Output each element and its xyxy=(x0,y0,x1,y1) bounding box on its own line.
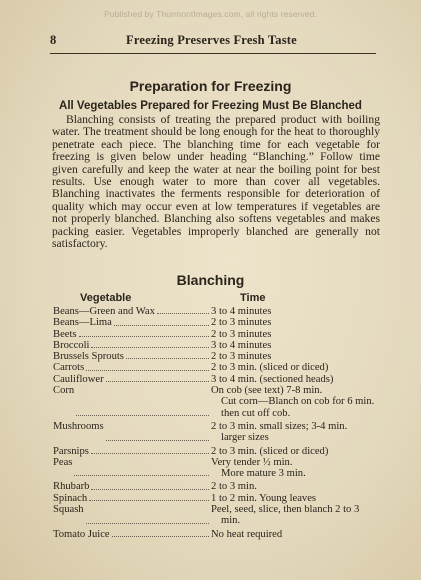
body-paragraph xyxy=(52,114,380,250)
time-text: 2 to 3 min. small sizes; 3-4 min. xyxy=(211,420,348,432)
time-text: 1 to 2 min. Young leaves xyxy=(211,492,317,504)
time-text: No heat required xyxy=(211,528,283,540)
vegetable-name: Peas xyxy=(53,456,73,468)
vegetable-name: Beans—Green and Wax xyxy=(53,306,155,317)
table-row xyxy=(53,446,393,457)
vegetable-name: Rhubarb xyxy=(53,481,90,493)
table-row xyxy=(53,493,393,504)
dot-leader xyxy=(91,481,209,489)
dot-leader xyxy=(106,421,209,441)
time-text: 3 to 4 minutes xyxy=(211,339,272,351)
time-cell xyxy=(211,421,393,444)
table-row xyxy=(53,329,393,340)
time-cell xyxy=(211,446,393,457)
dot-leader xyxy=(79,329,209,337)
time-cell xyxy=(211,493,393,504)
time-cell xyxy=(211,374,393,385)
time-text: 2 to 3 minutes xyxy=(211,328,272,340)
time-cell xyxy=(211,362,393,373)
time-cell xyxy=(211,481,393,492)
time-text: On cob (see text) 7-8 min. xyxy=(211,385,323,397)
dot-leader xyxy=(74,457,209,477)
vegetable-name: Squash xyxy=(53,504,84,516)
vegetable-name: Brussels Sprouts xyxy=(53,351,124,363)
vegetable-cell xyxy=(53,374,211,385)
time-cell xyxy=(211,529,393,540)
vegetable-cell xyxy=(53,504,211,527)
time-cell xyxy=(211,457,393,480)
table-row xyxy=(53,306,393,317)
dot-leader xyxy=(86,362,209,370)
vegetable-cell xyxy=(53,317,211,328)
table-row xyxy=(53,481,393,492)
dot-leader xyxy=(76,385,209,416)
time-text: 2 to 3 min. (sliced or diced) xyxy=(211,445,329,457)
vegetable-cell xyxy=(53,329,211,340)
time-text: 3 to 4 min. (sectioned heads) xyxy=(211,373,334,385)
table-row xyxy=(53,340,393,351)
vegetable-cell xyxy=(53,306,211,317)
vegetable-cell xyxy=(53,362,211,373)
time-text: 3 to 4 minutes xyxy=(211,306,272,317)
table-row xyxy=(53,457,393,480)
column-header-time: Time xyxy=(240,292,266,304)
time-cell xyxy=(211,351,393,362)
vegetable-cell xyxy=(53,529,211,540)
dot-leader xyxy=(91,446,209,454)
vegetable-name: Beets xyxy=(53,328,77,340)
vegetable-name: Spinach xyxy=(53,492,88,504)
time-text: then cut off cob. xyxy=(221,407,291,419)
page-title: Preparation for Freezing xyxy=(129,78,292,94)
vegetable-cell xyxy=(53,385,211,419)
page-number: 8 xyxy=(50,33,57,47)
table-row xyxy=(53,504,393,527)
vegetable-name: Carrots xyxy=(53,362,85,374)
table-row xyxy=(53,351,393,362)
dot-leader xyxy=(89,493,209,501)
section-title: Blanching xyxy=(176,272,245,288)
time-cell xyxy=(211,329,393,340)
vegetable-cell xyxy=(53,446,211,457)
table-row xyxy=(53,317,393,328)
time-cell xyxy=(211,306,393,317)
dot-leader xyxy=(157,306,209,314)
vegetable-name: Tomato Juice xyxy=(53,528,110,540)
vegetable-cell xyxy=(53,421,211,444)
table-row xyxy=(53,385,393,419)
vegetable-name: Mushrooms xyxy=(53,420,104,432)
time-text: Peel, seed, slice, then blanch 2 to 3 xyxy=(211,504,360,516)
dot-leader xyxy=(114,317,209,325)
time-cell xyxy=(211,504,393,527)
vegetable-name: Corn xyxy=(53,385,75,397)
time-text: Cut corn—Blanch on cob for 6 min. xyxy=(221,396,375,408)
time-cell xyxy=(211,385,393,419)
dot-leader xyxy=(106,374,209,382)
header-rule xyxy=(50,53,376,54)
column-header-vegetable: Vegetable xyxy=(80,292,132,304)
vegetable-cell xyxy=(53,493,211,504)
blanching-table xyxy=(53,306,393,540)
vegetable-name: Broccoli xyxy=(53,339,90,351)
vegetable-name: Parsnips xyxy=(53,445,89,457)
time-text: 2 to 3 minutes xyxy=(211,351,272,363)
vegetable-name: Beans—Lima xyxy=(53,317,112,329)
time-cell xyxy=(211,317,393,328)
time-text: min. xyxy=(221,515,241,527)
dot-leader xyxy=(91,340,209,348)
page-subtitle: All Vegetables Prepared for Freezing Must Be Blanched xyxy=(59,100,362,112)
time-text: Very tender ½ min. xyxy=(211,456,293,468)
vegetable-name: Cauliflower xyxy=(53,373,104,385)
table-row xyxy=(53,362,393,373)
vegetable-cell xyxy=(53,340,211,351)
table-row xyxy=(53,374,393,385)
table-row xyxy=(53,421,393,444)
time-text: 2 to 3 min. (sliced or diced) xyxy=(211,362,329,374)
paragraph-text: Blanching consists of treating the prepared product with boiling water. The treatment should be long enough for the heat to thoroughly penetrate each piece. The blanching time for each vegetable for freezing is given below under heading “Blanching.” Follow time given carefully and keep the water at near the boiling point for best results. Use enough water to more than cover all vegetables. Blanching inactivates the ferments responsible for deterioration of quality which may occur even at low temperatures if vegetables are not properly blanched. Blanching also softens vegetables and makes packing easier. Vegetables improperly blanched are generally not satisfactory. xyxy=(52,113,380,251)
time-text: More mature 3 min. xyxy=(221,468,306,480)
time-cell xyxy=(211,340,393,351)
dot-leader xyxy=(112,529,209,537)
vegetable-cell xyxy=(53,351,211,362)
dot-leader xyxy=(126,351,209,359)
vegetable-cell xyxy=(53,457,211,480)
time-text: 2 to 3 min. xyxy=(211,481,257,493)
running-title: Freezing Preserves Fresh Taste xyxy=(126,33,297,47)
table-row xyxy=(53,529,393,540)
vegetable-cell xyxy=(53,481,211,492)
time-text: 2 to 3 minutes xyxy=(211,317,272,329)
time-text: larger sizes xyxy=(221,432,269,444)
watermark: Published by ThurmontImages.com, all rights reserved. xyxy=(103,9,317,19)
dot-leader xyxy=(86,504,209,524)
